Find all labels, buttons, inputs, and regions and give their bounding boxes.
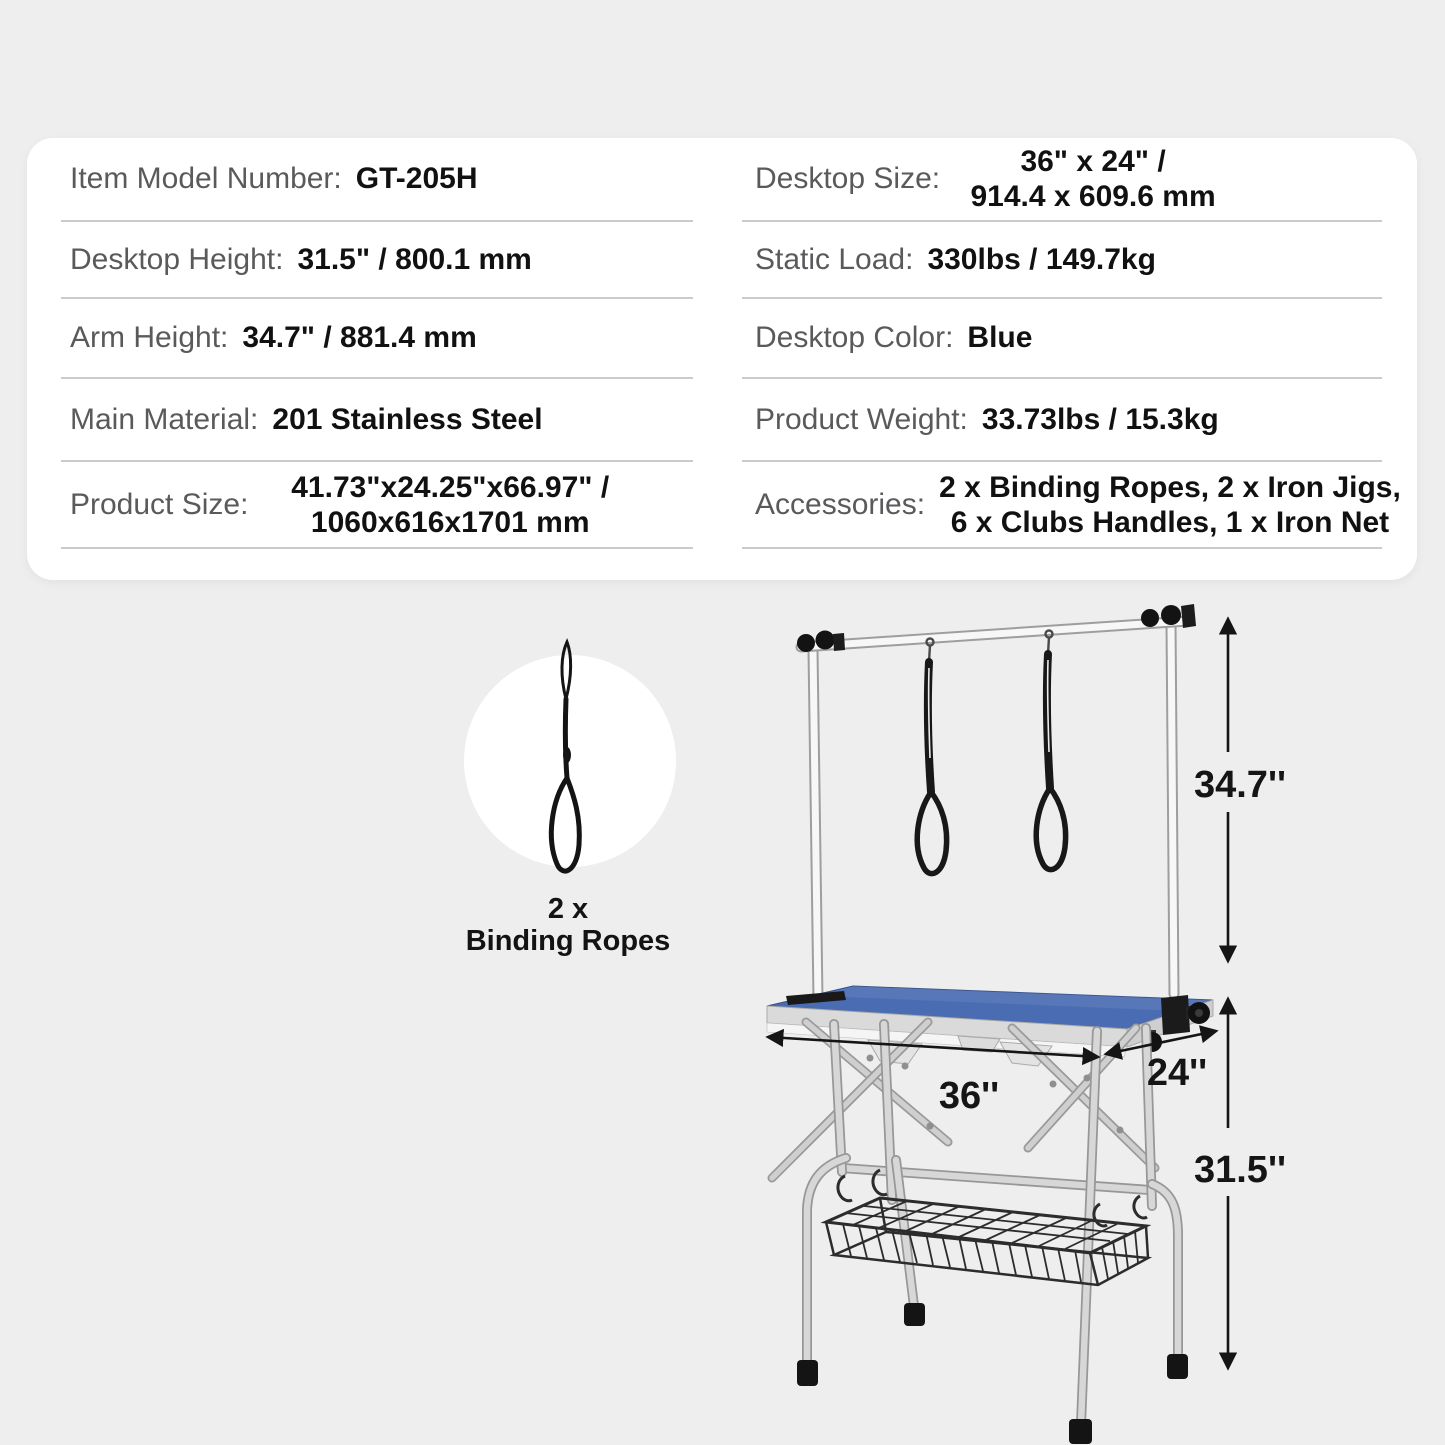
spec-value-static-load: 330lbs / 149.7kg — [927, 242, 1156, 276]
spec-row-accessories — [742, 462, 1401, 549]
spec-row-product-weight — [742, 379, 1382, 462]
spec-row-desktop-color — [742, 299, 1382, 379]
spec-value-desktop-size — [954, 144, 1232, 214]
dim-table-height-label: 31.5'' — [1193, 1149, 1287, 1191]
spec-value-desktop-height: 31.5" / 800.1 mm — [297, 242, 532, 276]
base-legs — [797, 1158, 1188, 1444]
dim-table-width-label: 36'' — [938, 1075, 1000, 1117]
spec-label-arm-height: Arm Height: — [70, 321, 229, 354]
foot-cap — [1167, 1354, 1188, 1379]
spec-value-desktop-color: Blue — [967, 321, 1033, 354]
spec-value-material: 201 Stainless Steel — [272, 402, 543, 436]
grooming-loops — [917, 631, 1065, 874]
spec-value-product-size-line2: 1060x616x1701 mm — [310, 505, 590, 539]
overhead-arm — [797, 604, 1196, 1000]
spec-label-desktop-size: Desktop Size: — [755, 162, 941, 195]
spec-label-static-load: Static Load: — [755, 242, 914, 276]
spec-value-product-weight: 33.73lbs / 15.3kg — [981, 402, 1219, 436]
binding-ropes-inset — [464, 642, 676, 957]
spec-value-arm-height: 34.7" / 881.4 mm — [242, 321, 477, 354]
spec-row-desktop-height — [61, 222, 693, 299]
spec-value-desktop-size-line1: 36" x 24" / — [1020, 145, 1166, 178]
spec-row-model — [61, 138, 693, 222]
dim-table-depth-label: 24'' — [1146, 1052, 1208, 1094]
foot-cap — [1069, 1419, 1092, 1444]
spec-value-product-size-line1: 41.73"x24.25"x66.97" / — [291, 470, 610, 504]
spec-label-desktop-height: Desktop Height: — [70, 242, 284, 276]
spec-row-arm-height — [61, 299, 693, 379]
spec-label-accessories: Accessories: — [755, 487, 926, 521]
spec-value-product-size — [262, 470, 638, 540]
spec-value-accessories-line1: 2 x Binding Ropes, 2 x Iron Jigs, — [939, 470, 1401, 504]
foot-cap — [904, 1303, 925, 1326]
spec-label-product-weight: Product Weight: — [755, 402, 968, 436]
spec-label-model: Item Model Number: — [70, 162, 342, 195]
spec-row-material — [61, 379, 693, 462]
spec-label-desktop-color: Desktop Color: — [755, 321, 954, 354]
spec-column-right — [742, 138, 1401, 580]
spec-value-accessories-line2: 6 x Clubs Handles, 1 x Iron Net — [950, 505, 1390, 539]
spec-column-left — [61, 138, 693, 580]
spec-label-product-size: Product Size: — [70, 487, 249, 521]
spec-label-material: Main Material: — [70, 402, 259, 436]
inset-count-label: 2 x — [547, 893, 589, 925]
spec-value-accessories — [939, 470, 1401, 540]
inset-name-label: Binding Ropes — [465, 925, 671, 957]
spec-row-desktop-size — [742, 138, 1382, 222]
spec-row-static-load — [742, 222, 1382, 299]
dim-arm-height-label: 34.7'' — [1193, 764, 1287, 806]
foot-cap — [797, 1360, 818, 1386]
spec-card — [27, 138, 1417, 580]
spec-value-model: GT-205H — [355, 162, 478, 195]
spec-value-desktop-size-line2: 914.4 x 609.6 mm — [970, 180, 1216, 213]
grooming-loop-right — [1036, 631, 1065, 870]
grooming-loop-left — [917, 639, 946, 874]
spec-row-product-size — [61, 462, 693, 549]
